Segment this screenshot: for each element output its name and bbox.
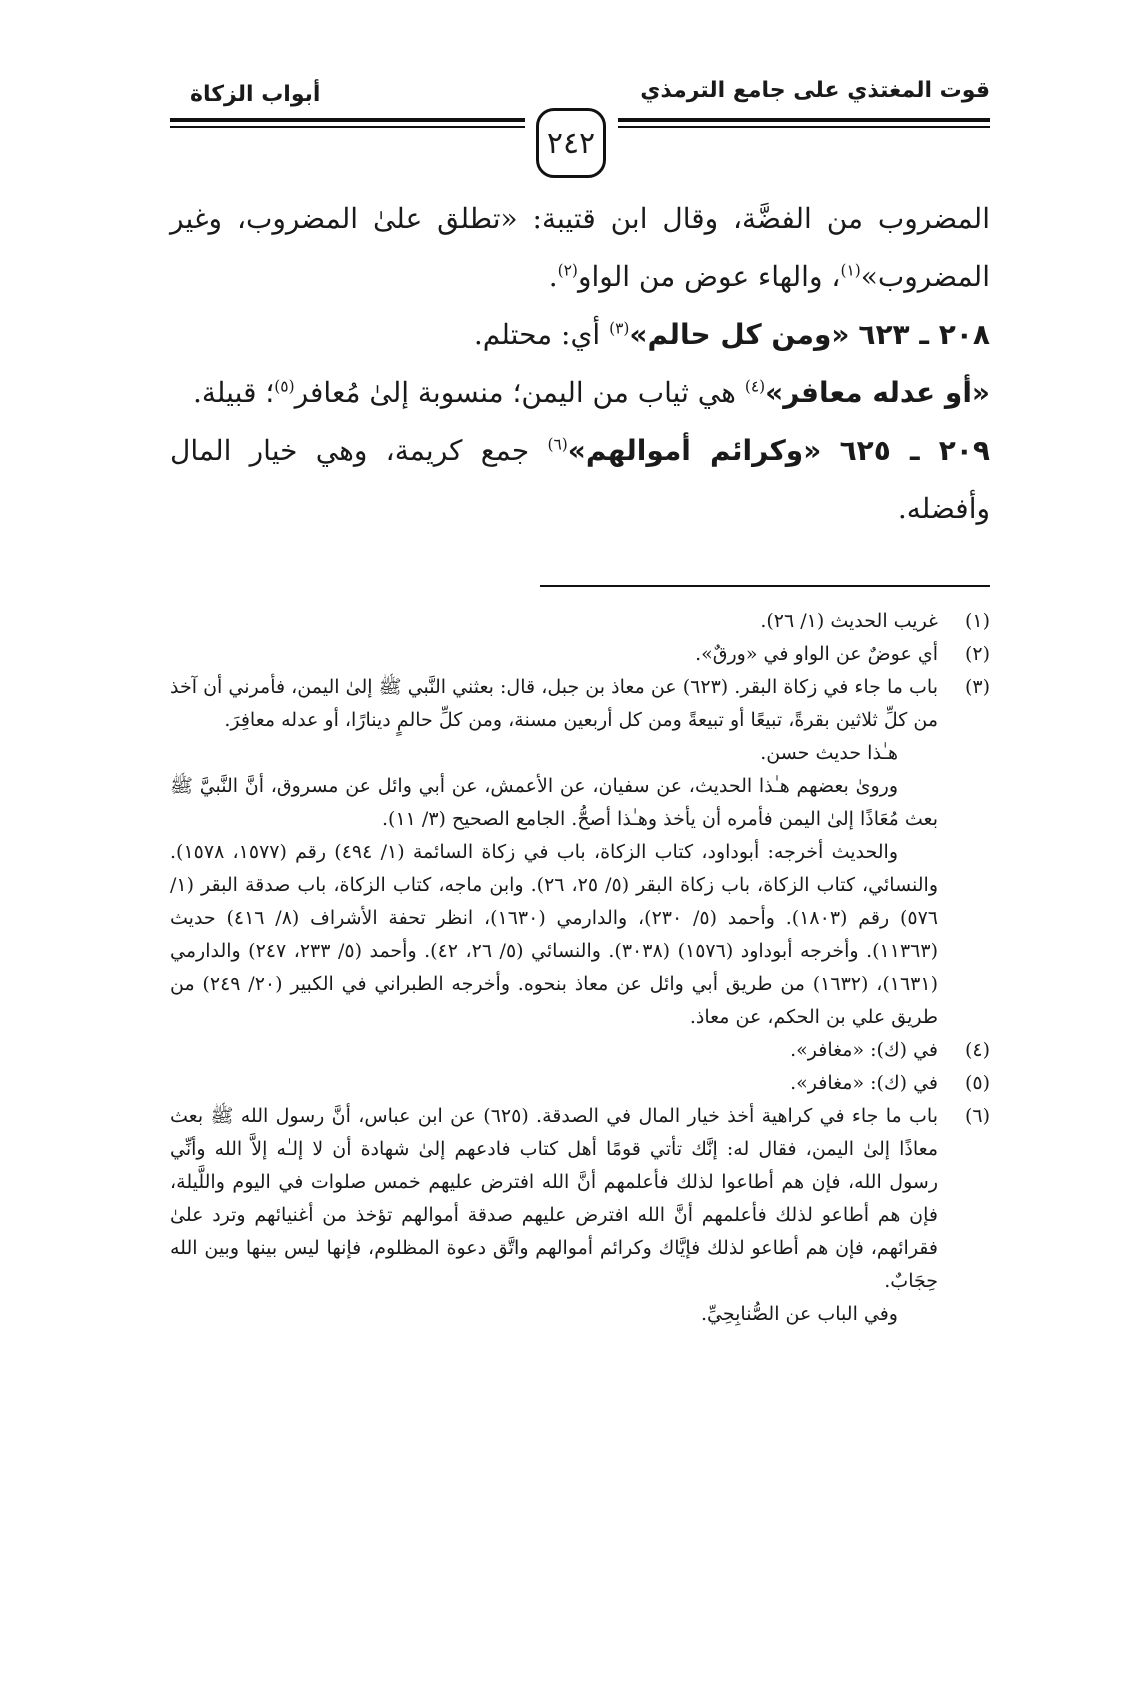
header-rule-right-thick [618,118,990,122]
hadith-keyword: «ومن كل حالم» [629,318,850,351]
hadith-keyword: «أو عدله معافر» [765,376,990,409]
chapter-title: أبواب الزكاة [190,82,321,107]
header-rule-left-thin [170,126,525,128]
header-rule-left-thick [170,118,525,122]
footnote-number: (٦) [964,1105,990,1127]
header-rule-right-thin [618,126,990,128]
footnote-6: (٦) باب ما جاء في كراهية أخذ خيار المال في الصدقة. (٦٢٥) عن ابن عباس، أنَّ رسول الله ﷺ بعث معاذًا إلىٰ اليمن، فقال له: إنَّك تأتي قومًا أهل كتاب فادعهم إلىٰ شهادة أن لا إلـٰه إلاَّ الله وأنِّي رسول الله، فإن هم أطاعوا لذلك فأعلمهم أنَّ الله افترض عليهم خمس صلوات في اليوم واللَّيلة، فإن هم أطاعو لذلك فأعلمهم أنَّ الله افترض عليهم صدقة أموالهم تؤخذ من أغنيائهم وترد علىٰ فقرائهم، فإن هم أطاعو لذلك فإيَّاك وكرائم أموالهم واتَّق دعوة المظلوم، فإنها ليس بينها وبين الله حِجَابٌ. وفي الباب عن الصُّنابِحِيِّ. [170,1100,990,1331]
footnote-number: (٢) [964,643,990,665]
footnotes [170,605,990,1331]
hadith-keyword: «وكرائم أموالهم» [567,434,822,467]
footnote-3: (٣) باب ما جاء في زكاة البقر. (٦٢٣) عن معاذ بن جبل، قال: بعثني النَّبي ﷺ إلىٰ اليمن، فأمرني أن آخذ من كلِّ ثلاثين بقرةً، تبيعًا أو تبيعةً ومن كل أربعين مسنة، ومن كلِّ حالمٍ دينارًا، أو عدله معافِرَ. هـٰذا حديث حسن. وروىٰ بعضهم هـٰذا الحديث، عن سفيان، عن الأعمش، عن أبي وائل عن مسروق، أنَّ النَّبيَّ ﷺ بعث مُعَاذًا إلىٰ اليمن فأمره أن يأخذ وهـٰذا أصحُّ. الجامع الصحيح (٣/ ١١). والحديث أخرجه: أبوداود، كتاب الزكاة، باب في زكاة السائمة (١/ ٤٩٤) رقم (١٥٧٧، ١٥٧٨). والنسائي، كتاب الزكاة، باب زكاة البقر (٥/ ٢٥، ٢٦). وابن ماجه، كتاب الزكاة، باب صدقة البقر (١/ ٥٧٦) رقم (١٨٠٣). وأحمد (٥/ ٢٣٠)، والدارمي (١٦٣٠)، انظر تحفة الأشراف (٨/ ٤١٦) حديث (١١٣٦٣). وأخرجه أبوداود (١٥٧٦) (٣٠٣٨). والنسائي (٥/ ٢٦، ٤٢). وأحمد (٥/ ٢٣٣، ٢٤٧) والدارمي (١٦٣١)، (١٦٣٢) من طريق أبي وائل عن معاذ بنحوه. وأخرجه الطبراني في الكبير (٢٠/ ٢٤٩) من طريق علي بن الحكم، عن معاذ. [170,671,990,1034]
paragraph-1: المضروب من الفضَّة، وقال ابن قتيبة: «تطلق علىٰ المضروب، وغير المضروب»$^{(١)}$، والهاء عوض من الواو$^{(٢)}$. [170,202,990,293]
footnote-ref: (٤) [744,377,766,396]
footnote-number: (٥) [964,1072,990,1094]
footnote-5: (٥) في (ك): «مغافر». [170,1067,990,1100]
main-text [170,190,990,538]
footnote-number: (٣) [964,676,990,698]
paragraph-3: «أو عدله معافر»$^{(٤)}$ هي ثياب من اليمن؛ منسوبة إلىٰ مُعافر$^{(٥)}$؛ قبيلة. [193,376,990,409]
footnote-ref: (٣) [609,319,630,338]
hadith-number: ٢٠٨ ـ ٦٢٣ [858,318,990,351]
book-title: قوت المغتذي على جامع الترمذي [640,78,990,103]
paragraph-4: ٢٠٩ ـ ٦٢٥ «وكرائم أموالهم»$^{(٦)}$ جمع كريمة، وهي خيار المال وأفضله. [170,434,990,525]
footnote-2: (٢) أي عوضٌ عن الواو في «ورقٌ». [170,638,990,671]
footnote-4: (٤) في (ك): «مغافر». [170,1034,990,1067]
footnote-1: (١) غريب الحديث (١/ ٢٦). [170,605,990,638]
footnote-ref: (١) [840,261,861,280]
paragraph-2: ٢٠٨ ـ ٦٢٣ «ومن كل حالم»$^{(٣)}$ أي: محتلم. [473,318,990,351]
page-header [170,70,990,180]
footnote-number: (٤) [964,1039,990,1061]
hadith-number: ٢٠٩ ـ ٦٢٥ [839,434,990,467]
footnote-number: (١) [964,610,990,632]
footnote-ref: (٥) [274,377,295,396]
footnote-ref: (٢) [557,261,578,280]
page-number: ٢٤٢ [536,108,606,178]
footnote-separator [540,585,990,587]
footnote-ref: (٦) [547,435,568,454]
